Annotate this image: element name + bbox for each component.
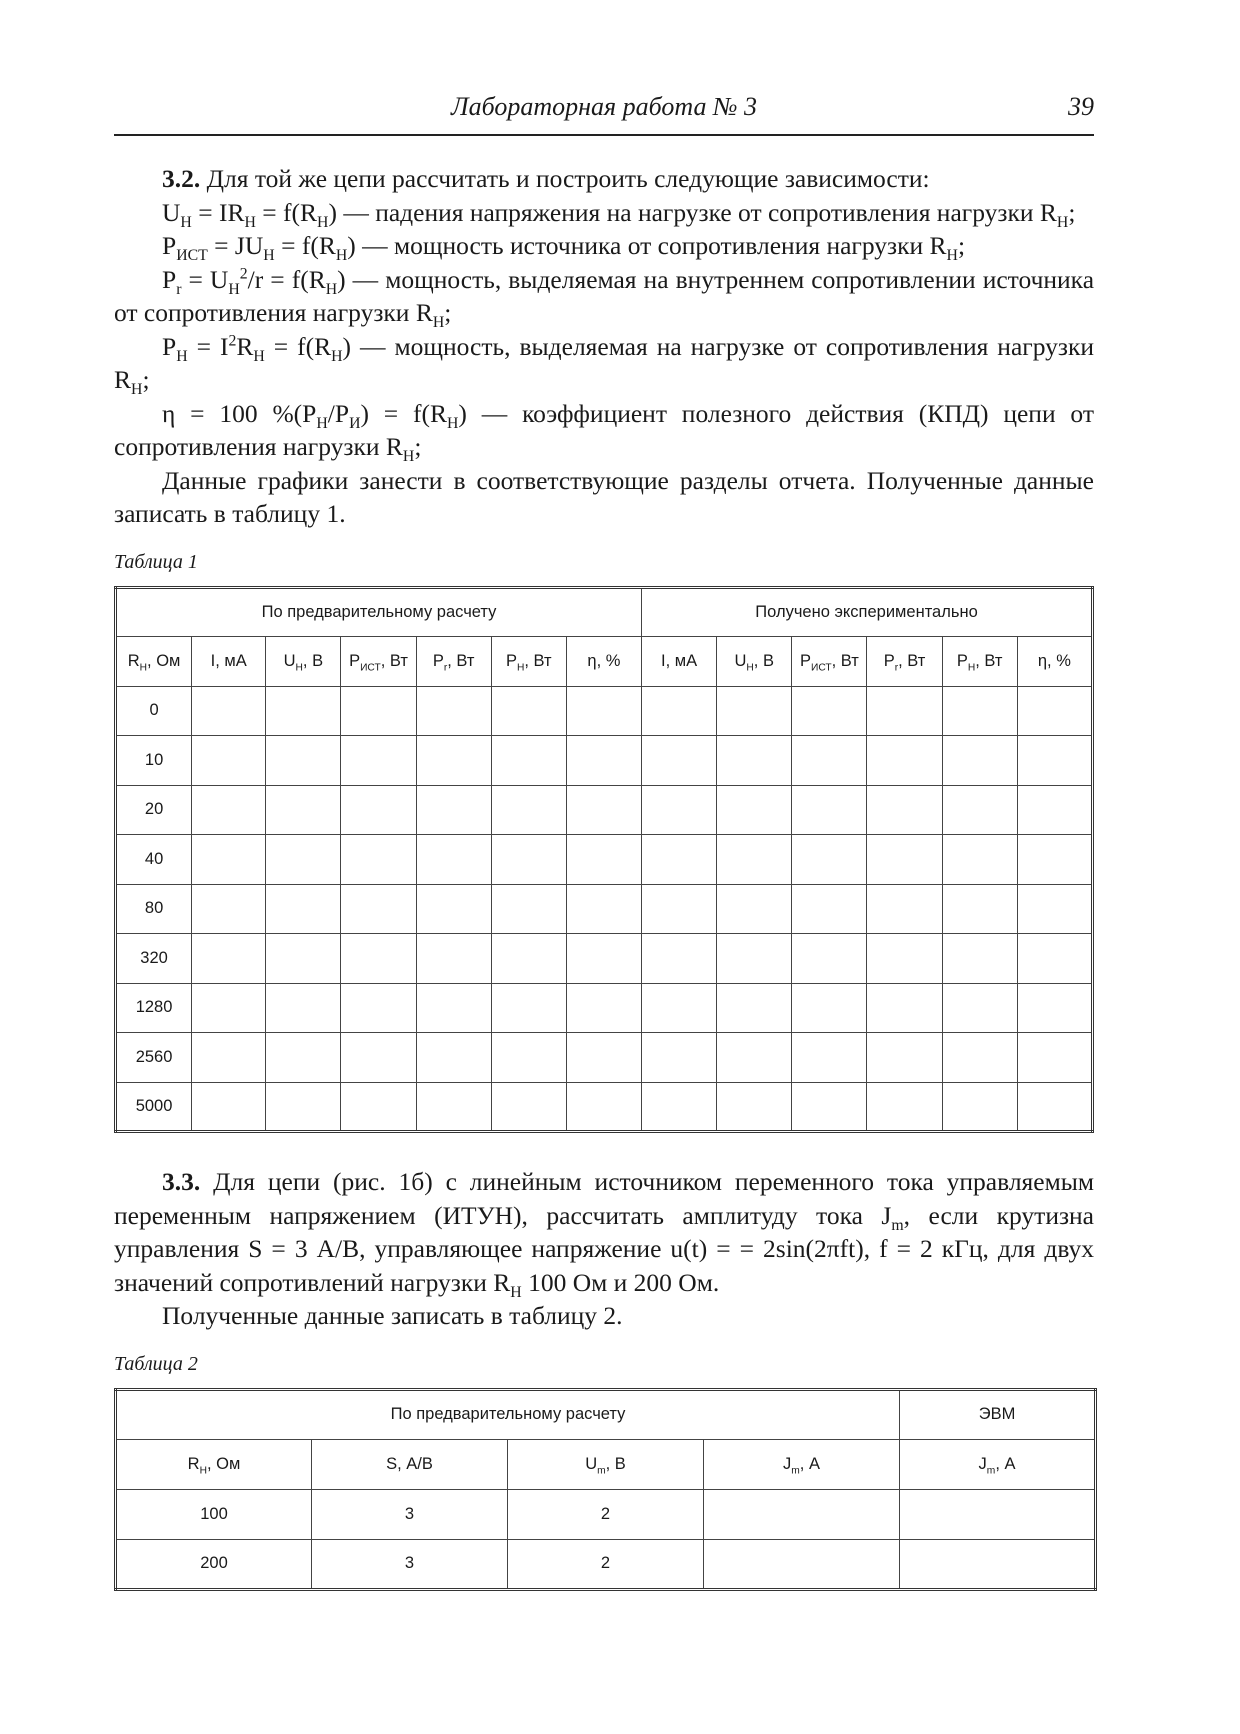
cell-jm_evm (900, 1539, 1096, 1589)
empty-cell (792, 884, 867, 934)
empty-cell (566, 1033, 641, 1083)
empty-cell (942, 983, 1017, 1033)
empty-cell (1017, 736, 1092, 786)
empty-cell (566, 785, 641, 835)
empty-cell (266, 736, 341, 786)
formula-5: η = 100 $\%(P_Н/P_И) = f(R_Н)$ — коэффициент полезного действия (КПД) цепи от сопротивления нагрузки $R_Н$; (114, 398, 1094, 466)
empty-cell (717, 736, 792, 786)
col-header: $P_r$, Вт (867, 637, 942, 687)
table-row (116, 736, 1093, 786)
empty-cell (717, 983, 792, 1033)
table-row (116, 1489, 1096, 1539)
empty-cell (566, 934, 641, 984)
col-header: $R_Н$, Ом (116, 1439, 312, 1489)
empty-cell (792, 983, 867, 1033)
empty-cell (341, 934, 416, 984)
col-header: $P_Н$, Вт (491, 637, 566, 687)
empty-cell (416, 1033, 491, 1083)
empty-cell (1017, 983, 1092, 1033)
empty-cell (341, 1033, 416, 1083)
formula-3: $P_r = U_Н^2/r = f(R_Н)$ — мощность, выделяемая на внутреннем сопротивлении источника от сопротивления нагрузки $R_Н$; (114, 264, 1095, 332)
empty-cell (341, 884, 416, 934)
empty-cell (1017, 1033, 1092, 1083)
empty-cell (942, 785, 1017, 835)
empty-cell (717, 884, 792, 934)
cell-s: 3 (312, 1489, 508, 1539)
empty-cell (717, 1082, 792, 1132)
col-header: $R_Н$, Ом (116, 637, 192, 687)
empty-cell (566, 736, 641, 786)
col-header: $U_Н$, В (717, 637, 792, 687)
col-header: I, мА (192, 637, 266, 687)
row-resistance: 20 (116, 785, 192, 835)
empty-cell (192, 1033, 266, 1083)
section-number: 3.3. (162, 1167, 201, 1196)
col-header: $U_Н$, В (266, 637, 341, 687)
empty-cell (1017, 686, 1092, 736)
row-resistance: 5000 (116, 1082, 192, 1132)
col-header: η, % (1017, 637, 1092, 687)
table1-caption: Таблица 1 (114, 550, 198, 573)
table-1 (114, 586, 1094, 1134)
col-header: $P_{ИСТ}$, Вт (792, 637, 867, 687)
empty-cell (867, 835, 942, 885)
col-header: $P_Н$, Вт (942, 637, 1017, 687)
empty-cell (792, 835, 867, 885)
formula-1: $U_Н = IR_Н = f(R_Н)$ — падения напряжения на нагрузке от сопротивления нагрузки $R_Н$; (162, 197, 1076, 231)
formula-4: $P_Н = I^2R_Н = f(R_Н)$ — мощность, выделяемая на нагрузке от сопротивления нагрузки $R_Н$; (114, 331, 1094, 399)
empty-cell (717, 934, 792, 984)
empty-cell (266, 785, 341, 835)
row-resistance: 0 (116, 686, 192, 736)
empty-cell (416, 983, 491, 1033)
empty-cell (192, 736, 266, 786)
section-3-3: 3.3. Для цепи (рис. 1б) с линейным источником переменного тока управляемым переменным напряжением (ИТУН), рассчитать амплитуду тока $J_m$, если крутизна управления S = 3 А/В, управляющее напряжение u(t) = = 2sin(2πft), f = 2 кГц, для двух значений сопротивлений нагрузки $R_Н$ 100 Ом и 200 Ом. Полученные данные записать в таблицу 2. (114, 1165, 1094, 1333)
empty-cell (491, 686, 566, 736)
empty-cell (266, 835, 341, 885)
table2-header-row (116, 1439, 1096, 1489)
col-header: $P_r$, Вт (416, 637, 491, 687)
col-header: $P_{ИСТ}$, Вт (341, 637, 416, 687)
empty-cell (341, 1082, 416, 1132)
empty-cell (192, 785, 266, 835)
section-closing: Данные графики занести в соответствующие разделы отчета. Полученные данные записать в таблицу 1. (114, 465, 1094, 528)
col-header: $J_m$, А (704, 1439, 900, 1489)
table-2 (114, 1388, 1097, 1591)
empty-cell (266, 686, 341, 736)
empty-cell (642, 1033, 717, 1083)
table2-caption: Таблица 2 (114, 1352, 198, 1375)
empty-cell (867, 1082, 942, 1132)
cell-um: 2 (508, 1489, 704, 1539)
empty-cell (642, 934, 717, 984)
empty-cell (717, 1033, 792, 1083)
empty-cell (942, 835, 1017, 885)
empty-cell (491, 934, 566, 984)
table-row (116, 1539, 1096, 1589)
table-row (116, 1033, 1093, 1083)
empty-cell (792, 934, 867, 984)
empty-cell (341, 835, 416, 885)
cell-r: 100 (116, 1489, 312, 1539)
table-row (116, 983, 1093, 1033)
page-number: 39 (1068, 92, 1094, 121)
empty-cell (566, 835, 641, 885)
row-resistance: 320 (116, 934, 192, 984)
empty-cell (867, 686, 942, 736)
empty-cell (416, 835, 491, 885)
empty-cell (491, 785, 566, 835)
empty-cell (1017, 785, 1092, 835)
empty-cell (566, 983, 641, 1033)
empty-cell (642, 686, 717, 736)
table-row (116, 934, 1093, 984)
empty-cell (566, 884, 641, 934)
empty-cell (266, 1033, 341, 1083)
empty-cell (566, 1082, 641, 1132)
col-header: I, мА (642, 637, 717, 687)
table2-group-evm: ЭВМ (900, 1389, 1096, 1439)
empty-cell (942, 934, 1017, 984)
empty-cell (416, 686, 491, 736)
empty-cell (642, 983, 717, 1033)
empty-cell (416, 934, 491, 984)
empty-cell (192, 983, 266, 1033)
row-resistance: 2560 (116, 1033, 192, 1083)
empty-cell (792, 785, 867, 835)
empty-cell (266, 934, 341, 984)
empty-cell (942, 1033, 1017, 1083)
empty-cell (717, 835, 792, 885)
table-row (116, 686, 1093, 736)
page (114, 92, 1094, 1591)
col-header: $U_m$, В (508, 1439, 704, 1489)
cell-um: 2 (508, 1539, 704, 1589)
empty-cell (792, 1033, 867, 1083)
cell-jm (704, 1489, 900, 1539)
empty-cell (642, 884, 717, 934)
empty-cell (341, 736, 416, 786)
empty-cell (192, 884, 266, 934)
empty-cell (792, 736, 867, 786)
section-3-2 (114, 162, 1094, 531)
empty-cell (1017, 835, 1092, 885)
empty-cell (717, 785, 792, 835)
empty-cell (491, 983, 566, 1033)
empty-cell (942, 884, 1017, 934)
table-row (116, 1082, 1093, 1132)
table1-header-row (116, 637, 1093, 687)
section-intro: Для той же цепи рассчитать и построить следующие зависимости: (206, 164, 930, 193)
empty-cell (642, 1082, 717, 1132)
empty-cell (491, 835, 566, 885)
cell-jm (704, 1539, 900, 1589)
empty-cell (192, 835, 266, 885)
empty-cell (341, 785, 416, 835)
empty-cell (867, 736, 942, 786)
empty-cell (942, 1082, 1017, 1132)
table-row (116, 785, 1093, 835)
empty-cell (867, 983, 942, 1033)
empty-cell (942, 686, 1017, 736)
section-number: 3.2. (162, 164, 201, 193)
empty-cell (266, 1082, 341, 1132)
empty-cell (867, 884, 942, 934)
empty-cell (566, 686, 641, 736)
section-closing: Полученные данные записать в таблицу 2. (162, 1301, 623, 1330)
empty-cell (416, 785, 491, 835)
empty-cell (792, 686, 867, 736)
row-resistance: 40 (116, 835, 192, 885)
empty-cell (341, 686, 416, 736)
empty-cell (717, 686, 792, 736)
empty-cell (1017, 1082, 1092, 1132)
empty-cell (867, 1033, 942, 1083)
running-head-title: Лабораторная работа № 3 (451, 92, 757, 121)
empty-cell (867, 785, 942, 835)
formula-2: $P_{ИСТ} = JU_Н = f(R_Н)$ — мощность источника от сопротивления нагрузки $R_Н$; (162, 231, 966, 265)
empty-cell (192, 686, 266, 736)
col-header: $J_m$, А (900, 1439, 1096, 1489)
col-header: η, % (566, 637, 641, 687)
empty-cell (491, 1082, 566, 1132)
table-row (116, 835, 1093, 885)
empty-cell (867, 934, 942, 984)
cell-jm_evm (900, 1489, 1096, 1539)
row-resistance: 1280 (116, 983, 192, 1033)
empty-cell (792, 1082, 867, 1132)
empty-cell (1017, 884, 1092, 934)
empty-cell (491, 884, 566, 934)
table-row (116, 884, 1093, 934)
empty-cell (942, 736, 1017, 786)
empty-cell (341, 983, 416, 1033)
empty-cell (642, 835, 717, 885)
empty-cell (192, 1082, 266, 1132)
table1-group-exp: Получено экспериментально (642, 587, 1093, 637)
empty-cell (266, 884, 341, 934)
empty-cell (416, 884, 491, 934)
empty-cell (491, 736, 566, 786)
empty-cell (642, 736, 717, 786)
empty-cell (642, 785, 717, 835)
empty-cell (491, 1033, 566, 1083)
empty-cell (416, 736, 491, 786)
table1-group-calc: По предварительному расчету (116, 587, 642, 637)
empty-cell (192, 934, 266, 984)
empty-cell (1017, 934, 1092, 984)
row-resistance: 10 (116, 736, 192, 786)
row-resistance: 80 (116, 884, 192, 934)
cell-s: 3 (312, 1539, 508, 1589)
cell-r: 200 (116, 1539, 312, 1589)
running-head (114, 92, 1094, 136)
empty-cell (266, 983, 341, 1033)
empty-cell (416, 1082, 491, 1132)
table2-group-calc: По предварительному расчету (116, 1389, 900, 1439)
col-header: S, А/В (312, 1439, 508, 1489)
